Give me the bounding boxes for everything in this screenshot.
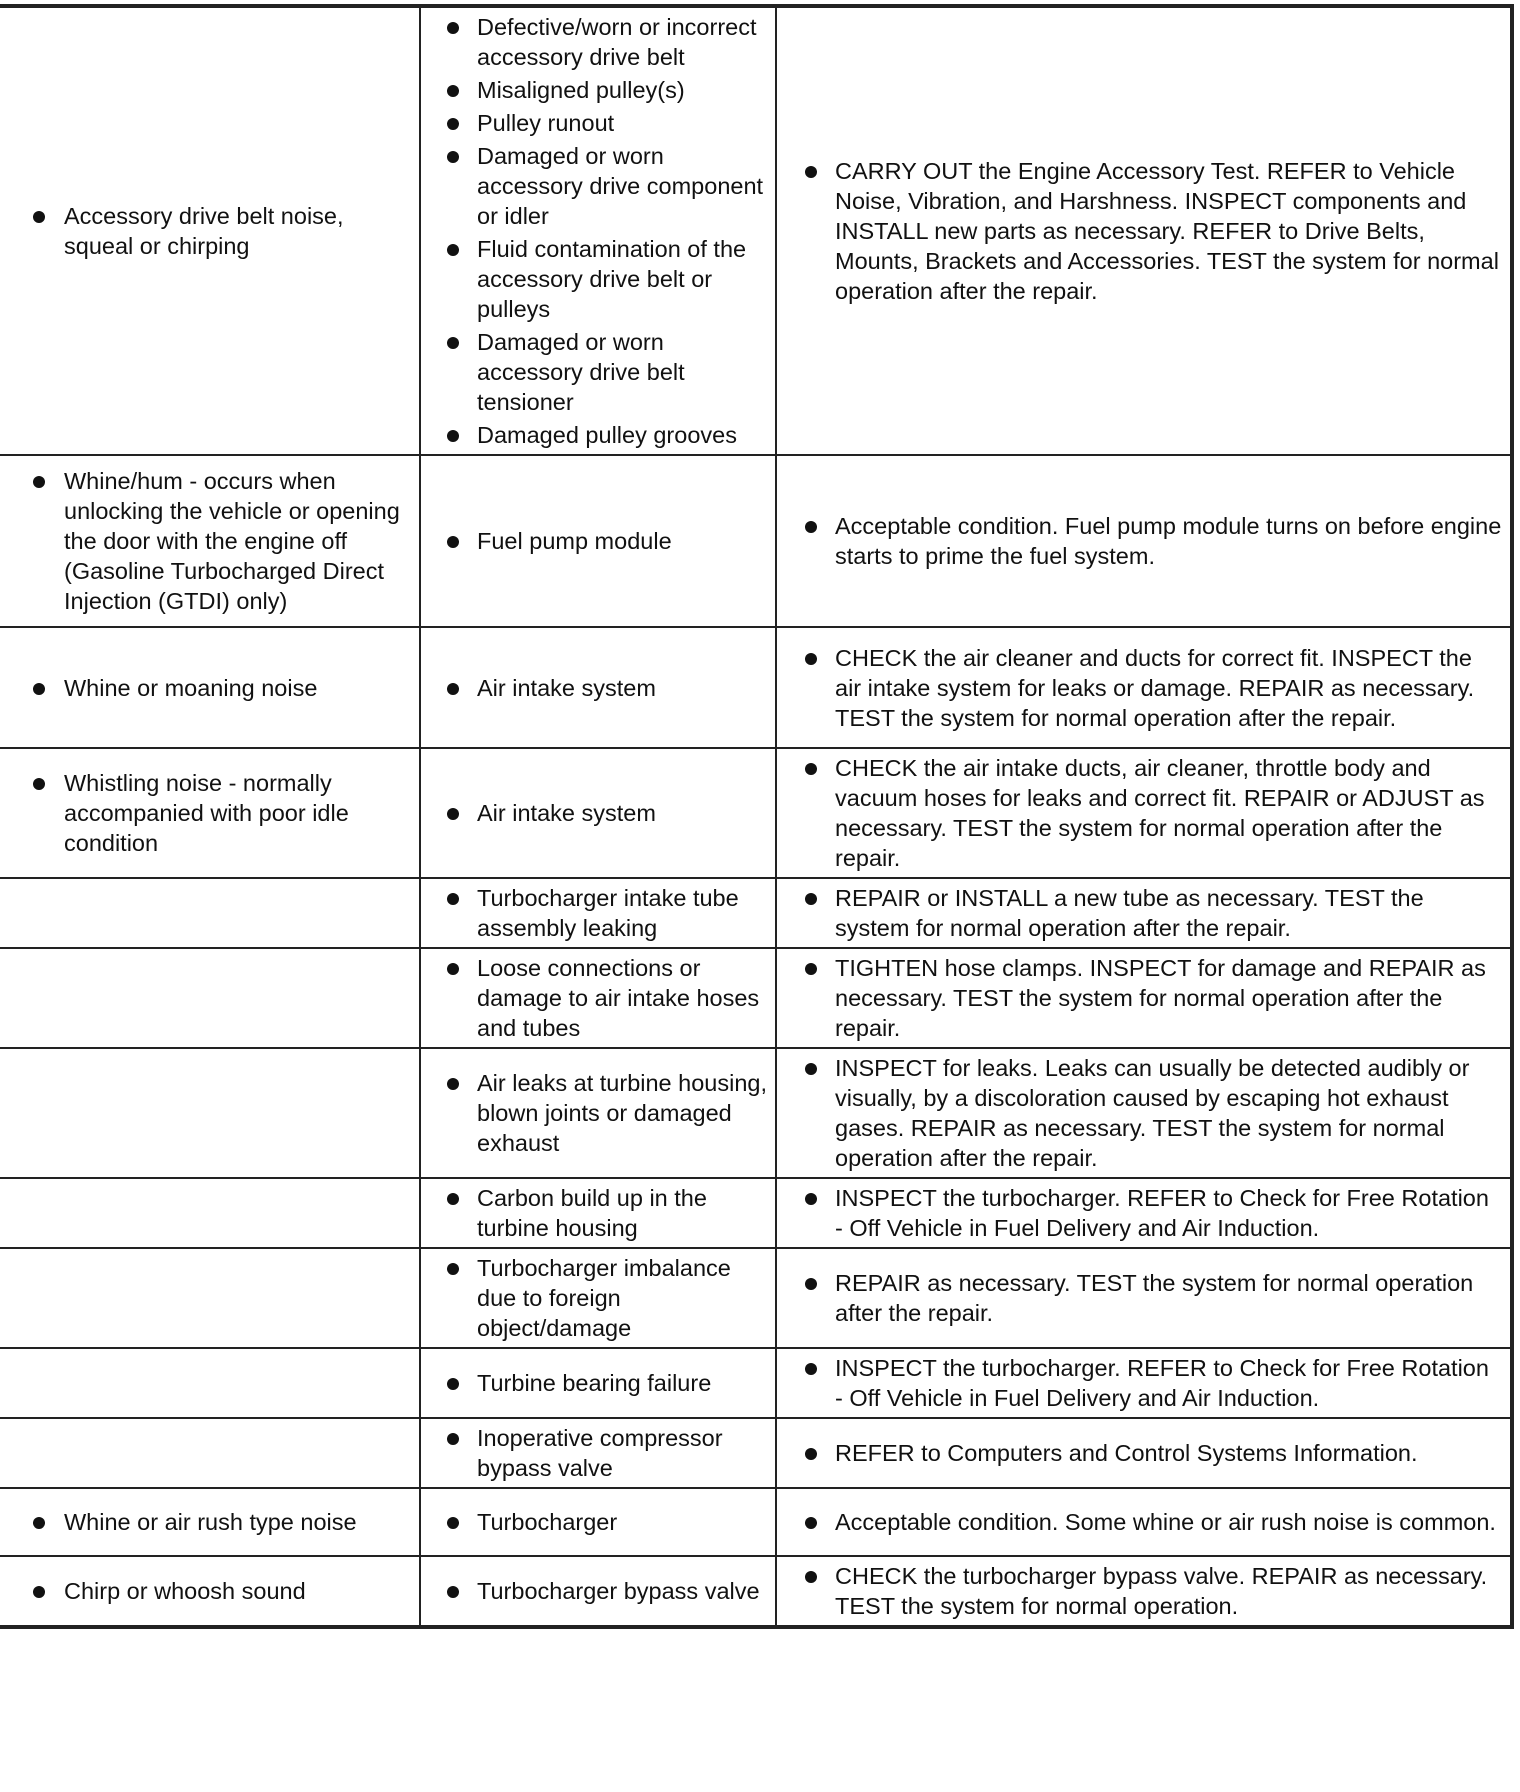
possible-source-cell [420, 1348, 776, 1418]
bullet-item: CHECK the air cleaner and ducts for correct fit. INSPECT the air intake system for leaks or damage. REPAIR as necessary. TEST the system for normal operation after the repair. [777, 643, 1502, 733]
possible-source-cell [420, 1048, 776, 1178]
possible-source-cell [420, 878, 776, 948]
symptom-chart-table [0, 4, 1514, 1629]
bullet-item: Turbocharger [421, 1507, 767, 1537]
bullet-list [421, 1423, 767, 1483]
bullet-list [777, 753, 1502, 873]
condition-cell [0, 1488, 420, 1556]
bullet-list [421, 1368, 767, 1398]
table-row [0, 948, 1512, 1048]
action-cell [776, 1418, 1512, 1488]
table-row [0, 6, 1512, 455]
bullet-list [777, 953, 1502, 1043]
action-cell [776, 748, 1512, 878]
condition-cell [0, 748, 420, 878]
table-row [0, 1048, 1512, 1178]
bullet-list [421, 1507, 767, 1537]
bullet-item: Carbon build up in the turbine housing [421, 1183, 767, 1243]
bullet-list [421, 1576, 767, 1606]
bullet-item: Damaged pulley grooves [421, 420, 767, 450]
bullet-list [777, 1561, 1502, 1621]
bullet-list [421, 1068, 767, 1158]
bullet-list [777, 511, 1502, 571]
bullet-item: Chirp or whoosh sound [0, 1576, 411, 1606]
bullet-item: Air leaks at turbine housing, blown joints or damaged exhaust [421, 1068, 767, 1158]
table-row [0, 1178, 1512, 1248]
bullet-list [777, 1353, 1502, 1413]
action-cell [776, 1178, 1512, 1248]
table-row [0, 1488, 1512, 1556]
bullet-item: INSPECT the turbocharger. REFER to Check for Free Rotation - Off Vehicle in Fuel Delivery and Air Induction. [777, 1353, 1502, 1413]
possible-source-cell [420, 1248, 776, 1348]
action-cell [776, 6, 1512, 455]
table-row [0, 878, 1512, 948]
bullet-item: Pulley runout [421, 108, 767, 138]
condition-cell [0, 1178, 420, 1248]
bullet-item: Whistling noise - normally accompanied with poor idle condition [0, 768, 411, 858]
table-row [0, 1418, 1512, 1488]
bullet-list [421, 673, 767, 703]
bullet-list [421, 1253, 767, 1343]
condition-cell [0, 1556, 420, 1627]
condition-cell [0, 455, 420, 627]
bullet-item: Loose connections or damage to air intake hoses and tubes [421, 953, 767, 1043]
condition-cell [0, 1248, 420, 1348]
bullet-item: TIGHTEN hose clamps. INSPECT for damage and REPAIR as necessary. TEST the system for normal operation after the repair. [777, 953, 1502, 1043]
bullet-list [777, 1507, 1502, 1537]
bullet-list [0, 1507, 411, 1537]
bullet-list [0, 466, 411, 616]
bullet-item: Fluid contamination of the accessory drive belt or pulleys [421, 234, 767, 324]
bullet-item: INSPECT for leaks. Leaks can usually be detected audibly or visually, by a discoloration caused by escaping hot exhaust gases. REPAIR as necessary. TEST the system for normal operation after the repair. [777, 1053, 1502, 1173]
bullet-item: CHECK the air intake ducts, air cleaner, throttle body and vacuum hoses for leaks and correct fit. REPAIR or ADJUST as necessary. TEST the system for normal operation after the repair. [777, 753, 1502, 873]
bullet-item: REPAIR or INSTALL a new tube as necessary. TEST the system for normal operation after the repair. [777, 883, 1502, 943]
bullet-list [777, 1183, 1502, 1243]
bullet-item: Whine or moaning noise [0, 673, 411, 703]
possible-source-cell [420, 748, 776, 878]
bullet-list [421, 12, 767, 450]
bullet-item: Accessory drive belt noise, squeal or chirping [0, 201, 411, 261]
possible-source-cell [420, 1556, 776, 1627]
action-cell [776, 1048, 1512, 1178]
possible-source-cell [420, 948, 776, 1048]
table-row [0, 1248, 1512, 1348]
bullet-item: Whine/hum - occurs when unlocking the vehicle or opening the door with the engine off (Gasoline Turbocharged Direct Injection (GTDI) only) [0, 466, 411, 616]
bullet-list [421, 883, 767, 943]
possible-source-cell [420, 1488, 776, 1556]
action-cell [776, 948, 1512, 1048]
bullet-item: Turbocharger intake tube assembly leaking [421, 883, 767, 943]
bullet-item: Air intake system [421, 673, 767, 703]
bullet-item: Acceptable condition. Some whine or air rush noise is common. [777, 1507, 1502, 1537]
bullet-list [777, 156, 1502, 306]
possible-source-cell [420, 455, 776, 627]
condition-cell [0, 878, 420, 948]
bullet-list [421, 1183, 767, 1243]
bullet-item: Turbine bearing failure [421, 1368, 767, 1398]
possible-source-cell [420, 6, 776, 455]
bullet-item: Misaligned pulley(s) [421, 75, 767, 105]
bullet-item: Air intake system [421, 798, 767, 828]
bullet-list [777, 643, 1502, 733]
bullet-item: REFER to Computers and Control Systems Information. [777, 1438, 1502, 1468]
bullet-list [0, 1576, 411, 1606]
bullet-item: Defective/worn or incorrect accessory drive belt [421, 12, 767, 72]
bullet-item: REPAIR as necessary. TEST the system for normal operation after the repair. [777, 1268, 1502, 1328]
bullet-list [777, 1053, 1502, 1173]
condition-cell [0, 1348, 420, 1418]
action-cell [776, 878, 1512, 948]
bullet-item: Turbocharger bypass valve [421, 1576, 767, 1606]
bullet-list [421, 526, 767, 556]
bullet-list [777, 1268, 1502, 1328]
bullet-list [421, 953, 767, 1043]
action-cell [776, 1488, 1512, 1556]
bullet-item: Acceptable condition. Fuel pump module turns on before engine starts to prime the fuel system. [777, 511, 1502, 571]
action-cell [776, 1348, 1512, 1418]
table-row [0, 748, 1512, 878]
diagnosis-table-wrapper [0, 4, 1512, 1629]
bullet-list [0, 673, 411, 703]
bullet-item: CARRY OUT the Engine Accessory Test. REFER to Vehicle Noise, Vibration, and Harshness. INSPECT components and INSTALL new parts as necessary. REFER to Drive Belts, Mounts, Brackets and Accessories. TEST the system for normal operation after the repair. [777, 156, 1502, 306]
condition-cell [0, 1048, 420, 1178]
possible-source-cell [420, 1418, 776, 1488]
table-row [0, 1556, 1512, 1627]
action-cell [776, 1248, 1512, 1348]
action-cell [776, 627, 1512, 748]
bullet-item: Damaged or worn accessory drive component or idler [421, 141, 767, 231]
action-cell [776, 455, 1512, 627]
bullet-list [777, 1438, 1502, 1468]
possible-source-cell [420, 627, 776, 748]
bullet-item: CHECK the turbocharger bypass valve. REPAIR as necessary. TEST the system for normal operation. [777, 1561, 1502, 1621]
bullet-item: Whine or air rush type noise [0, 1507, 411, 1537]
condition-cell [0, 627, 420, 748]
table-row [0, 455, 1512, 627]
bullet-list [0, 201, 411, 261]
bullet-list [0, 768, 411, 858]
table-row [0, 1348, 1512, 1418]
bullet-item: Damaged or worn accessory drive belt tensioner [421, 327, 767, 417]
action-cell [776, 1556, 1512, 1627]
condition-cell [0, 1418, 420, 1488]
condition-cell [0, 6, 420, 455]
possible-source-cell [420, 1178, 776, 1248]
bullet-item: Inoperative compressor bypass valve [421, 1423, 767, 1483]
bullet-item: Fuel pump module [421, 526, 767, 556]
symptom-chart-body [0, 6, 1512, 1627]
bullet-item: INSPECT the turbocharger. REFER to Check for Free Rotation - Off Vehicle in Fuel Delivery and Air Induction. [777, 1183, 1502, 1243]
bullet-list [777, 883, 1502, 943]
condition-cell [0, 948, 420, 1048]
bullet-list [421, 798, 767, 828]
table-row [0, 627, 1512, 748]
bullet-item: Turbocharger imbalance due to foreign object/damage [421, 1253, 767, 1343]
